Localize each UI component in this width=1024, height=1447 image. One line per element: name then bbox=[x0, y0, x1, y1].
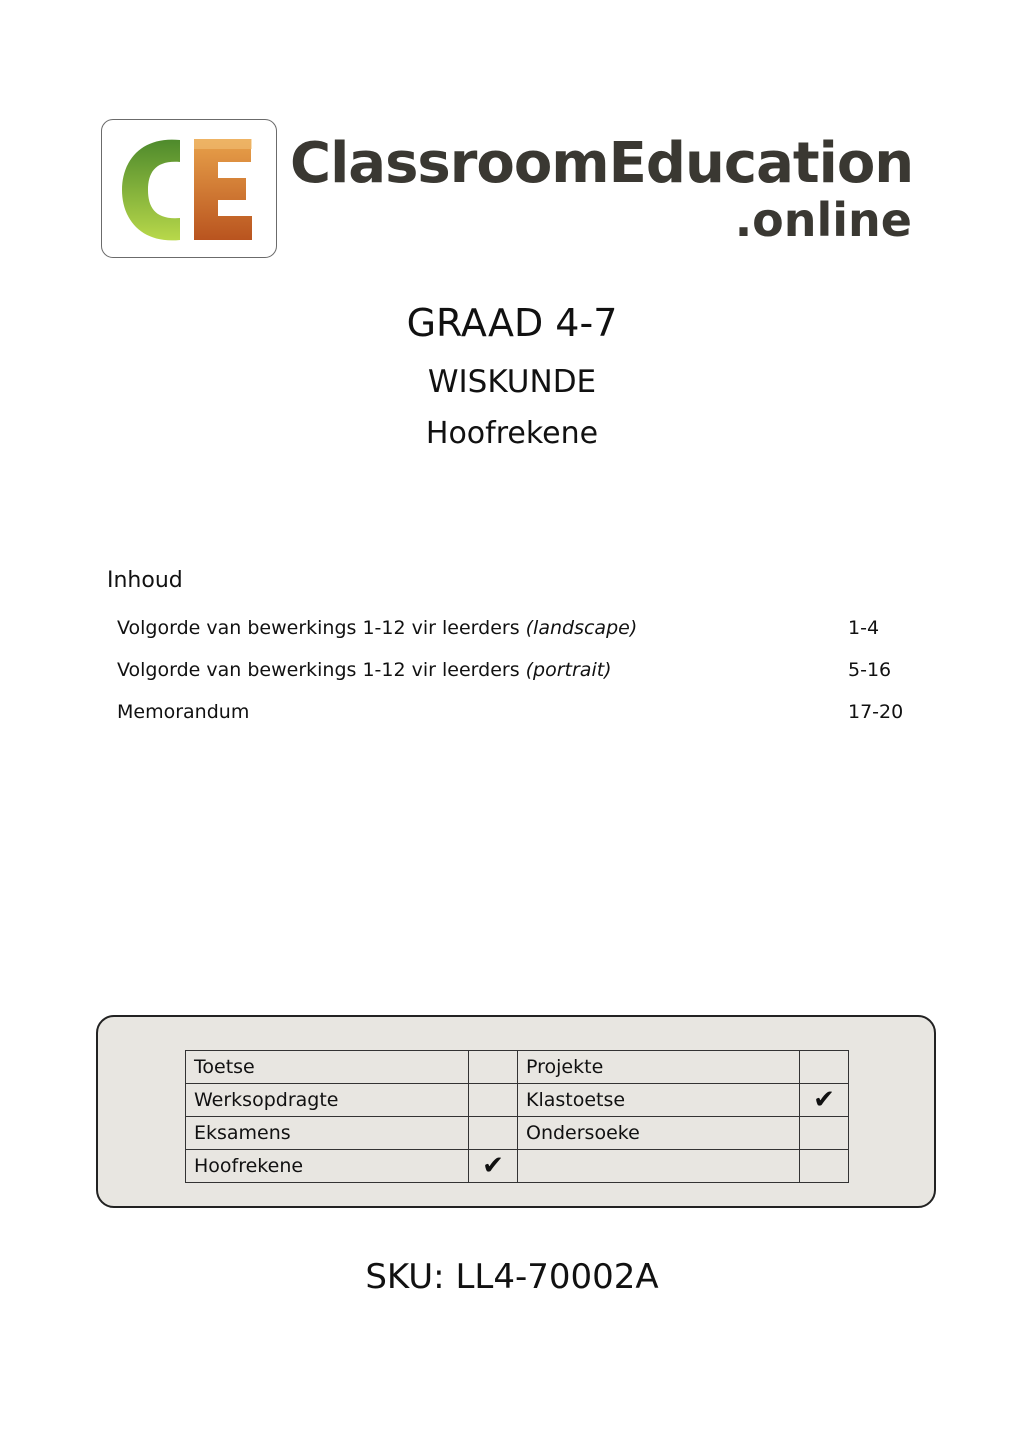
contents-item bbox=[117, 613, 917, 643]
contents-heading: Inhoud bbox=[107, 568, 183, 593]
checkmark-cell bbox=[800, 1150, 849, 1183]
resource-type-label: Klastoetse bbox=[518, 1084, 800, 1117]
contents-item bbox=[117, 697, 917, 727]
contents-item-title: Memorandum bbox=[117, 701, 250, 723]
contents-item-pages: 1-4 bbox=[848, 617, 880, 639]
sku-label: SKU: LL4-70002A bbox=[365, 1257, 659, 1297]
checkmark-cell bbox=[469, 1051, 518, 1084]
ce-logo-icon bbox=[102, 120, 278, 259]
checkmark-cell bbox=[800, 1051, 849, 1084]
resource-type-label: Hoofrekene bbox=[186, 1150, 469, 1183]
resource-type-label: Projekte bbox=[518, 1051, 800, 1084]
contents-item-pages: 5-16 bbox=[848, 659, 892, 681]
brand-name: ClassroomEducation bbox=[290, 131, 914, 196]
contents-item-note: (portrait) bbox=[525, 659, 612, 681]
topic-title: Hoofrekene bbox=[425, 416, 599, 451]
contents-item-title: Volgorde van bewerkings 1-12 vir leerders (landscape) bbox=[117, 617, 638, 639]
contents-item bbox=[117, 655, 917, 685]
contents-item-note: (landscape) bbox=[525, 617, 638, 639]
subject-title: WISKUNDE bbox=[427, 364, 597, 400]
logo bbox=[101, 119, 277, 258]
checkmark-cell: ✔ bbox=[469, 1150, 518, 1183]
checkmark-cell bbox=[469, 1084, 518, 1117]
resource-type-label bbox=[518, 1150, 800, 1183]
table-row bbox=[186, 1084, 849, 1117]
table-row bbox=[186, 1051, 849, 1084]
resource-type-table bbox=[185, 1050, 849, 1183]
resource-type-label: Werksopdragte bbox=[186, 1084, 469, 1117]
checkmark-cell bbox=[800, 1117, 849, 1150]
table-row bbox=[186, 1150, 849, 1183]
checkmark-cell: ✔ bbox=[800, 1084, 849, 1117]
contents-item-title: Volgorde van bewerkings 1-12 vir leerders (portrait) bbox=[117, 659, 612, 681]
grade-title: GRAAD 4-7 bbox=[406, 301, 618, 345]
contents-item-pages: 17-20 bbox=[848, 701, 904, 723]
table-row bbox=[186, 1117, 849, 1150]
resource-type-label: Eksamens bbox=[186, 1117, 469, 1150]
resource-type-label: Ondersoeke bbox=[518, 1117, 800, 1150]
checkmark-cell bbox=[469, 1117, 518, 1150]
brand-domain: .online bbox=[734, 193, 912, 247]
resource-type-label: Toetse bbox=[186, 1051, 469, 1084]
